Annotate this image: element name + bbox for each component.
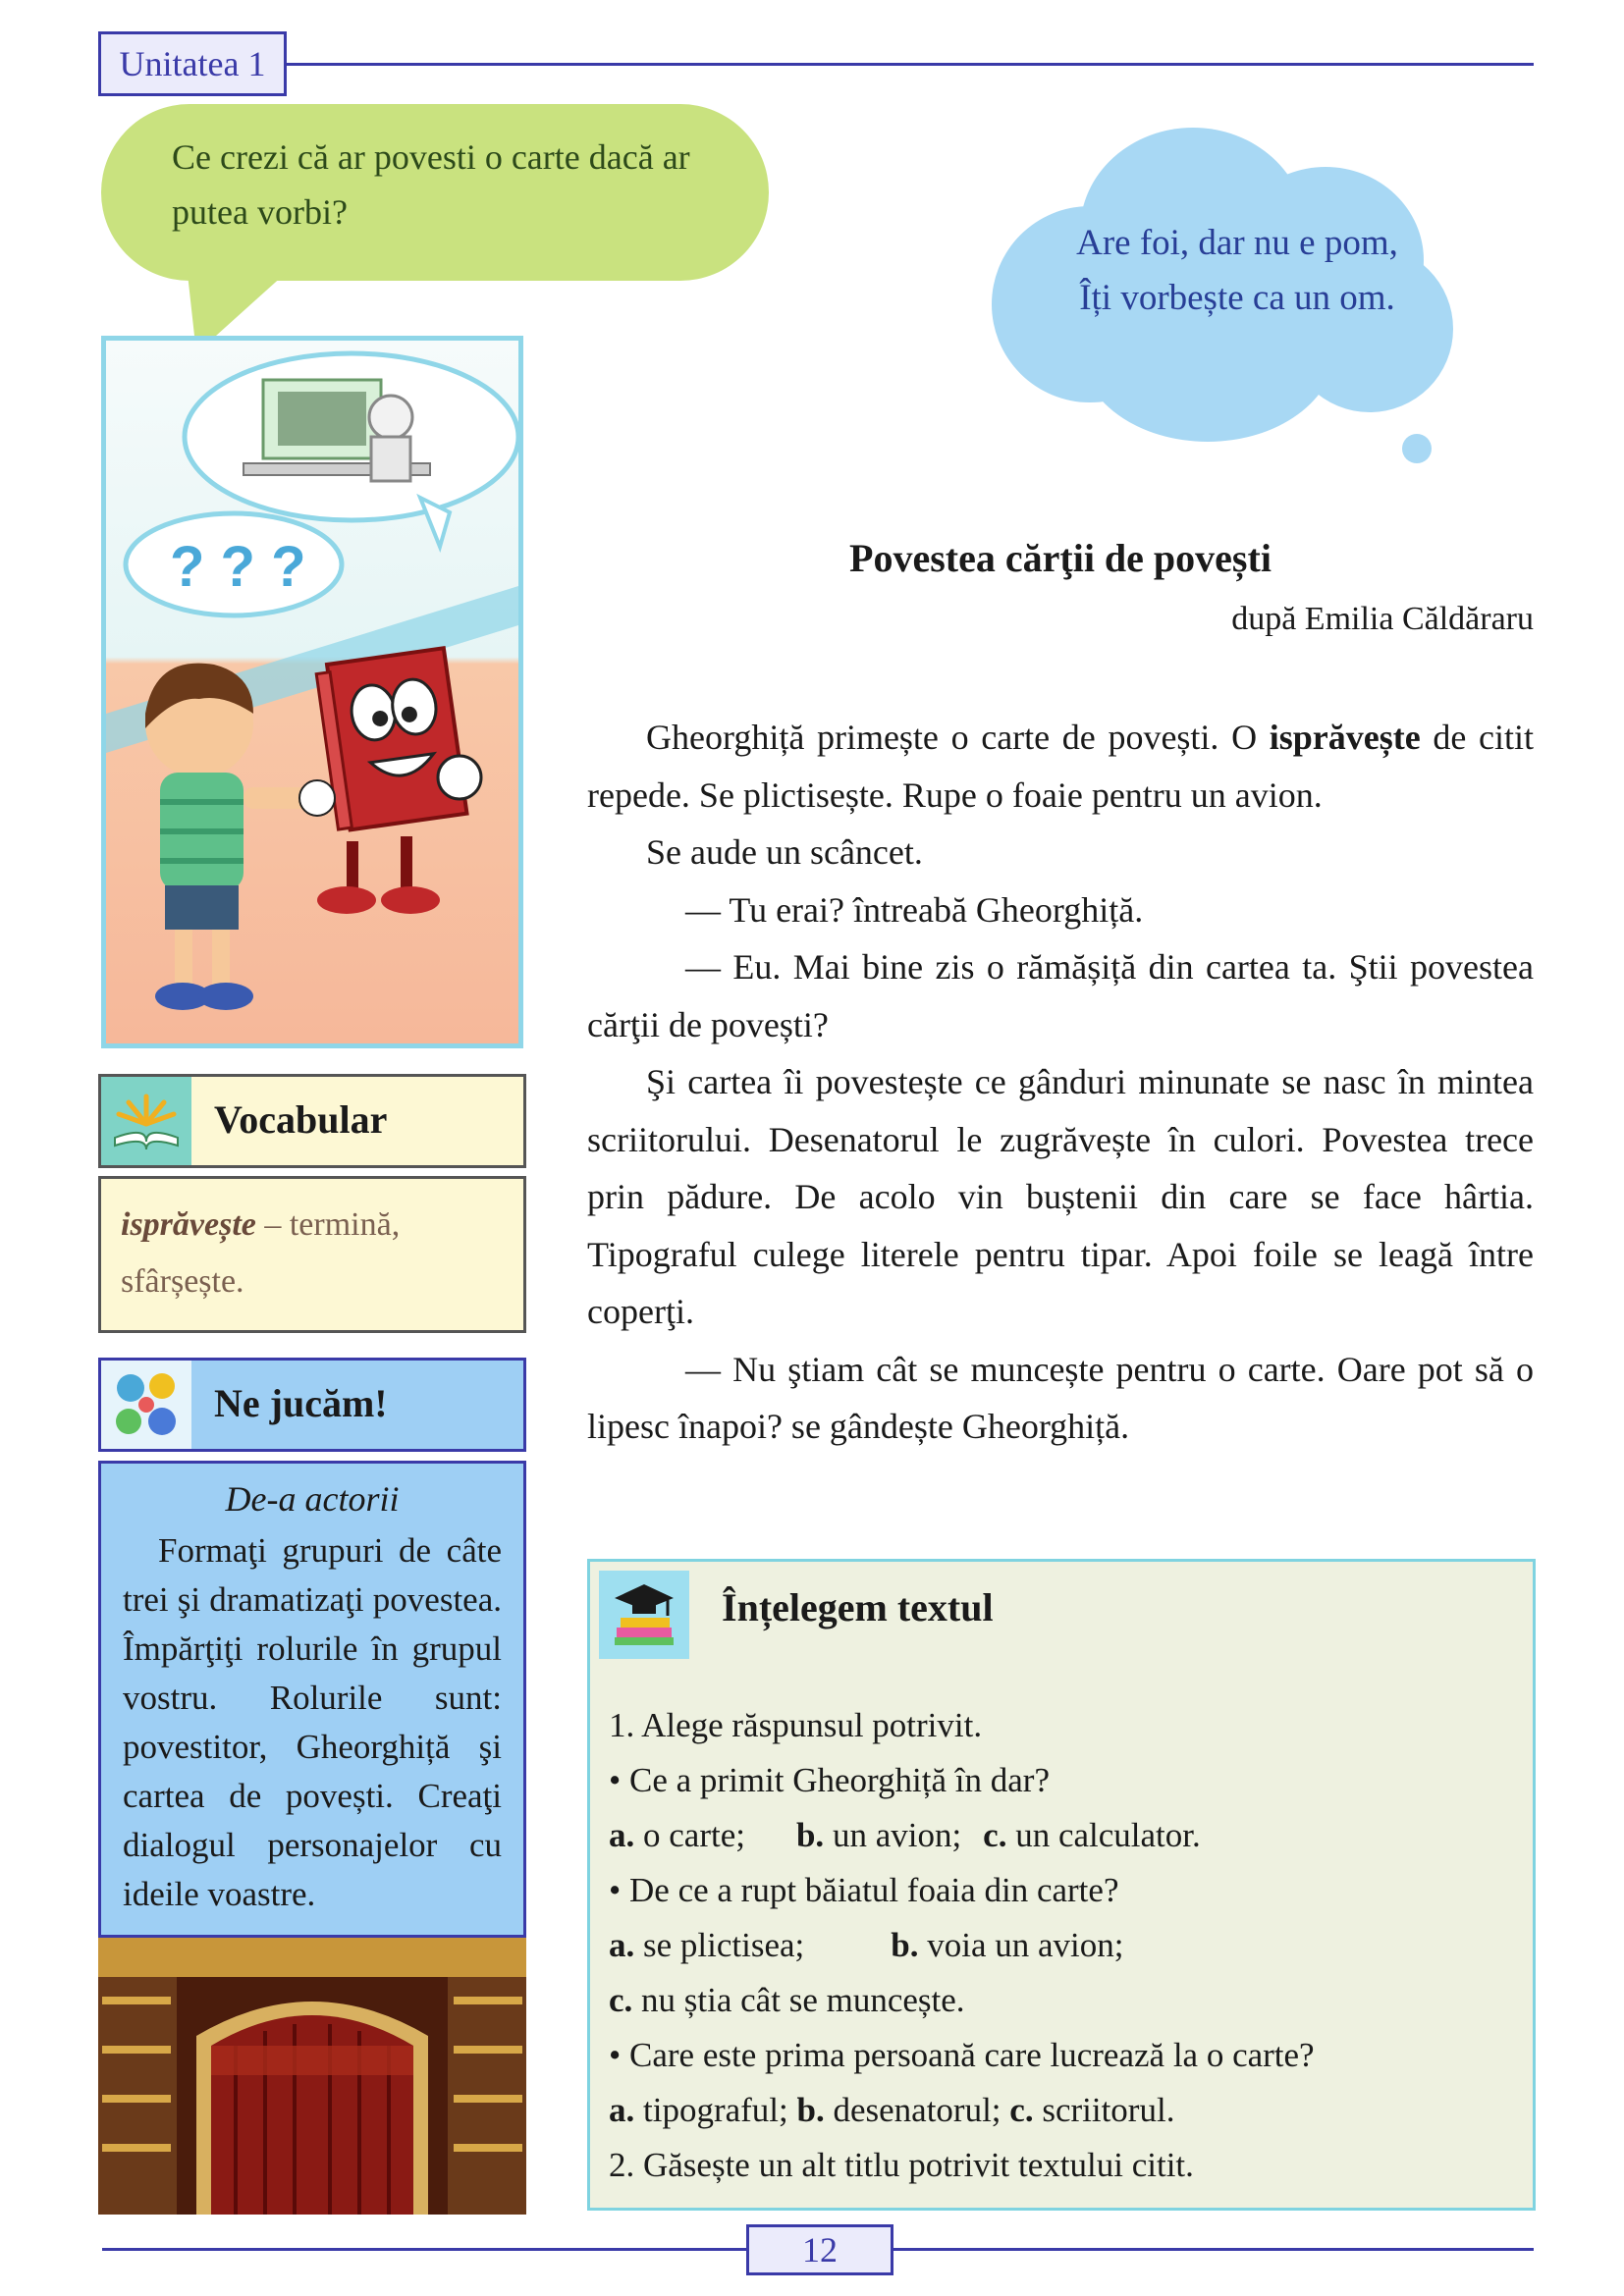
story-paragraph-3: — Tu erai? întreabă Gheorghiță. xyxy=(685,889,1144,930)
story-author: după Emilia Căldăraru xyxy=(1231,601,1534,637)
comprehension-title: Înțelegem textul xyxy=(722,1585,994,1629)
page-number: 12 xyxy=(746,2224,893,2275)
vocabulary-term: isprăvește xyxy=(121,1206,256,1243)
vocabulary-entry xyxy=(98,1176,526,1333)
question-1c: • Care este prima persoană care lucrează la o carte? xyxy=(609,2036,1315,2074)
question-1b: • De ce a rupt băiatul foaia din carte? xyxy=(609,1871,1119,1909)
answers-1b-c: c. nu știa cât se muncește. xyxy=(609,1981,965,2019)
answers-1c: a. tipograful; b. desenatorul; c. scriitorul. xyxy=(609,2091,1175,2129)
answers-1b: a. se plictisea; b. voia un avion; xyxy=(609,1926,1124,1964)
story-paragraph-2: Se aude un scâncet. xyxy=(646,832,923,872)
riddle-line-2: Îți vorbește ca un om. xyxy=(1079,278,1395,318)
question-1: 1. Alege răspunsul potrivit. xyxy=(609,1706,983,1744)
story-illustration xyxy=(101,336,523,1048)
theater-stage-image xyxy=(98,1938,526,2215)
question-2: 2. Găsește un alt titlu potrivit textului citit. xyxy=(609,2146,1194,2184)
question-marks: ? ? ? xyxy=(170,535,306,599)
header-rule xyxy=(287,63,1534,66)
story-paragraph-4: — Eu. Mai bine zis o rămășiță din cartea ta. Ştii povestea cărţii de povești? xyxy=(587,947,1534,1044)
play-instructions: Formaţi grupuri de câte trei şi dramatizaţi povestea. Împărţiţi rolurile în grupul vostru. Rolurile sunt: povestitor, Gheorghiță şi cartea de povești. Creaţi dialogul personajelor cu ideile voastre. xyxy=(123,1531,502,1913)
story-vocab-word: isprăvește xyxy=(1269,718,1421,757)
riddle-line-1: Are foi, dar nu e pom, xyxy=(1076,223,1398,263)
vocabulary-title: Vocabular xyxy=(214,1097,388,1142)
answers-1a: a. o carte; b. un avion; c. un calculator. xyxy=(609,1816,1201,1854)
graduation-cap-icon xyxy=(599,1571,689,1659)
speech-bubble-text: Ce crezi că ar povesti o carte dacă ar putea vorbi? xyxy=(172,137,690,232)
hands-icon xyxy=(101,1361,191,1449)
story-title: Povestea cărţii de povești xyxy=(849,536,1272,580)
comprehension-questions xyxy=(609,1698,1512,2193)
story-paragraph-5: Şi cartea îi povestește ce gânduri minunate se nasc în mintea scriitorului. Desenatorul le zugrăvește în culori. Povestea trece prin pădure. De acolo vin buștenii din care se face hârtia. Tipograful culege literele pentru tipar. Apoi foile se leagă între coperţi. xyxy=(587,1062,1534,1331)
unit-label: Unitatea 1 xyxy=(98,31,287,96)
story-text xyxy=(587,709,1534,1456)
play-activity xyxy=(98,1461,526,1938)
open-book-icon xyxy=(101,1077,191,1165)
vocabulary-header xyxy=(98,1074,526,1168)
story-paragraph-1: Gheorghiță primește o carte de povești. O isprăvește de citit repede. Se plictisește. Rupe o foaie pentru un avion. xyxy=(587,718,1534,815)
boy-and-book-illustration xyxy=(106,341,518,1043)
question-1a: • Ce a primit Gheorghiță în dar? xyxy=(609,1761,1050,1799)
riddle-text xyxy=(1041,216,1434,326)
play-header xyxy=(98,1358,526,1452)
theater-photo xyxy=(98,1938,526,2215)
play-title: Ne jucăm! xyxy=(214,1381,388,1425)
play-subtitle: De-a actorii xyxy=(225,1479,400,1519)
vocabulary-definition: – termină, sfârșește. xyxy=(121,1206,401,1300)
story-paragraph-6: — Nu ştiam cât se muncește pentru o carte. Oare pot să o lipesc înapoi? se gândește Gheorghiță. xyxy=(587,1349,1534,1446)
